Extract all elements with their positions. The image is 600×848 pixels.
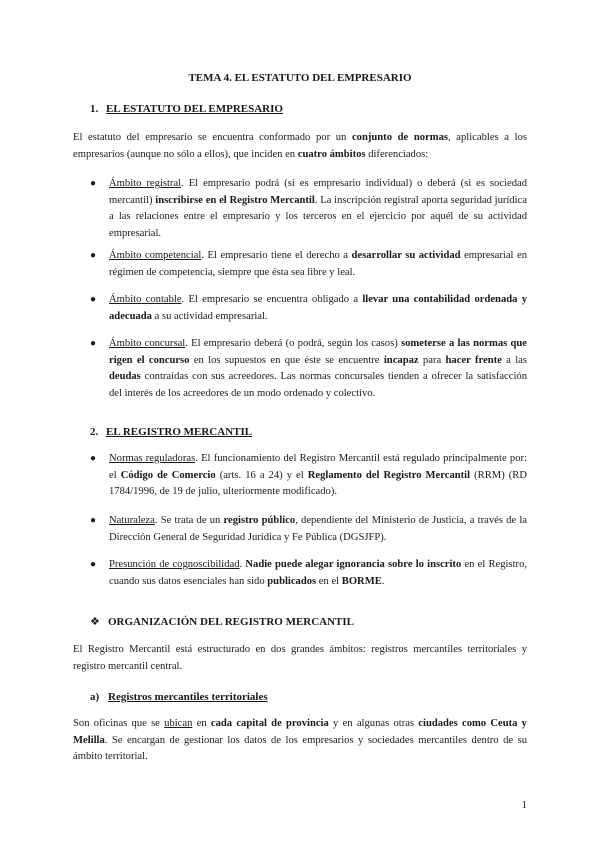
section-1-heading [90,101,283,118]
list-item: ● Ámbito competencial. El empresario tiene el derecho a desarrollar su actividad empresarial en régimen de competencia, siempre que ésta sea libre y leal. [90,250,527,278]
bullet-icon: ● [90,453,97,464]
section-2-heading [90,424,252,441]
list-item: ● Ámbito registral. El empresario podrá (si es empresario individual) o deberá (si es sociedad mercantil) inscribirse en el Registro Mercantil. La inscripción registral aporta seguridad jurídica a las relaciones entre el empresario y los terceros en el ejercicio por aquél de su actividad empresarial. [90,178,527,240]
subsection-a-heading [90,689,268,706]
organizacion-text: El Registro Mercantil está estructurado en dos grandes ámbitos: registros mercantiles territoriales y registro mercantil central. [73,644,527,672]
list-item: ● Naturaleza. Se trata de un registro público, dependiente del Ministerio de Justicia, a través de la Dirección General de Seguridad Jurídica y Fe Pública (DGSJFP). [90,515,527,543]
section-1-number: 1. [90,103,99,115]
list-item: ● Ámbito concursal. El empresario deberá (o podrá, según los casos) someterse a las normas que rigen el concurso en los supuestos en que éste se encuentre incapaz para hacer frente a las deudas contraídas con sus acreedores. Las normas concursales tienden a ofrecer la satisfacción del interés de los acreedores de un modo ordenado y colectivo. [90,338,527,400]
page-number: 1 [521,799,527,811]
subsection-a-text: Son oficinas que se ubican en cada capital de provincia y en algunas otras ciudades como Ceuta y Melilla. Se encargan de gestionar los datos de los empresarios y sociedades mercantiles dentro de su ámbito territorial. [73,718,527,763]
bullet-icon: ● [90,294,97,305]
subsection-a-number: a) [90,691,100,703]
diamond-bullet-icon: ❖ [90,616,100,628]
section-2-number: 2. [90,426,99,438]
organizacion-heading [90,614,354,631]
section-1-intro: El estatuto del empresario se encuentra conformado por un conjunto de normas, aplicables a los empresarios (aunque no sólo a ellos), que inciden en cuatro ámbitos diferenciados: [73,132,527,160]
list-item: ● Ámbito contable. El empresario se encuentra obligado a llevar una contabilidad ordenada y adecuada a su actividad empresarial. [90,294,527,322]
keyword: conjunto de normas [351,132,449,143]
bullet-icon: ● [90,250,97,261]
section-1-title: EL ESTATUTO DEL EMPRESARIO [106,103,283,115]
keyword: cuatro ámbitos [297,148,366,160]
document-title: TEMA 4. EL ESTATUTO DEL EMPRESARIO [188,72,412,84]
subsection-a-title: Registros mercantiles territoriales [108,691,268,703]
list-item: ● Normas reguladoras. El funcionamiento del Registro Mercantil está regulado principalmente por: el Código de Comercio (arts. 16 a 24) y el Reglamento del Registro Mercantil (RRM) (RD 1784/1996, de 19 de julio, ulteriormente modificado). [90,453,528,498]
bullet-icon: ● [90,178,97,189]
organizacion-title: ORGANIZACIÓN DEL REGISTRO MERCANTIL [108,616,355,628]
bullet-icon: ● [90,515,97,526]
bullet-icon: ● [90,338,97,349]
bullet-icon: ● [90,559,97,570]
section-2-title: EL REGISTRO MERCANTIL [106,426,253,438]
list-item: ● Presunción de cognoscibilidad. Nadie puede alegar ignorancia sobre lo inscrito en el Registro, cuando sus datos esenciales han sido publicados en el BORME. [90,559,528,587]
